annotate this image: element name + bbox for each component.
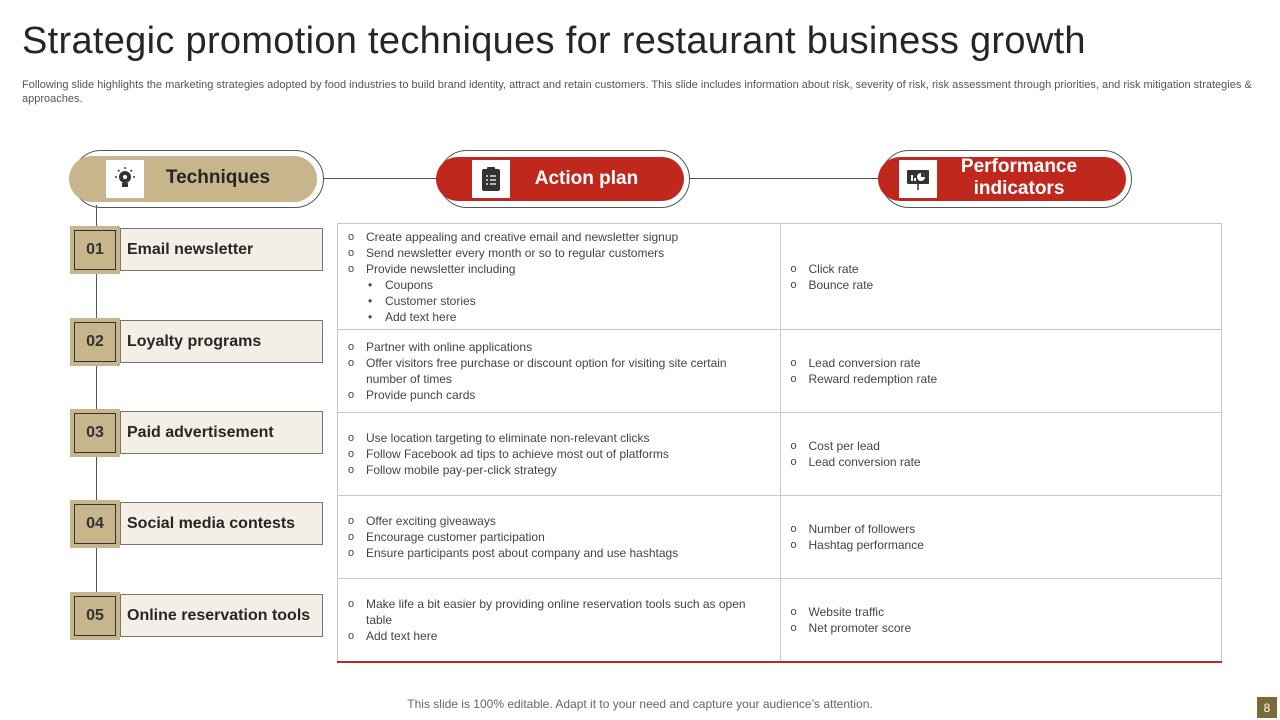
action-item: o Provide punch cards [348, 387, 770, 403]
technique-label: Paid advertisement [120, 411, 323, 454]
action-item: o Encourage customer participation [348, 529, 770, 545]
indicator-item: o Reward redemption rate [791, 371, 1212, 387]
technique-number-box: 03 [70, 409, 120, 457]
slide-footer: This slide is 100% editable. Adapt it to your need and capture your audience’s attention. [407, 697, 873, 711]
sub-action-item: • Coupons [368, 277, 770, 293]
technique-number-box: 01 [70, 226, 120, 274]
action-item: o Ensure participants post about company and use hashtags [348, 545, 770, 561]
table-row [338, 579, 1222, 662]
indicator-cell [780, 330, 1222, 413]
indicator-cell [780, 579, 1222, 662]
action-cell [338, 413, 781, 496]
technique-number-box: 02 [70, 318, 120, 366]
page-number: 8 [1257, 697, 1277, 718]
action-item: o Partner with online applications [348, 339, 770, 355]
action-item: o Make life a bit easier by providing online reservation tools such as open table [348, 596, 770, 628]
slide-title: Strategic promotion techniques for restaurant business growth [22, 20, 1086, 62]
indicator-item: o Lead conversion rate [791, 355, 1212, 371]
header-connector [688, 178, 880, 179]
indicator-item: o Lead conversion rate [791, 454, 1212, 470]
indicator-item: o Net promoter score [791, 620, 1212, 636]
lightbulb-gear-icon [106, 160, 144, 198]
indicator-cell [780, 413, 1222, 496]
action-item: o Follow Facebook ad tips to achieve most out of platforms [348, 446, 770, 462]
technique-number-box: 04 [70, 500, 120, 548]
performance-header-label: Performance indicators [960, 156, 1078, 199]
indicator-item: o Bounce rate [791, 277, 1212, 293]
indicator-item: o Click rate [791, 261, 1212, 277]
table-row [338, 496, 1222, 579]
presentation-chart-icon [899, 160, 937, 198]
action-item: o Send newsletter every month or so to regular customers [348, 245, 770, 261]
action-item: o Use location targeting to eliminate non-relevant clicks [348, 430, 770, 446]
action-plan-header-label: Action plan [534, 168, 639, 189]
action-item: o Create appealing and creative email and newsletter signup [348, 229, 770, 245]
action-item: o Offer exciting giveaways [348, 513, 770, 529]
technique-label: Loyalty programs [120, 320, 323, 363]
sub-action-item: • Add text here [368, 309, 770, 325]
technique-number-box: 05 [70, 592, 120, 640]
indicator-item: o Website traffic [791, 604, 1212, 620]
technique-label: Email newsletter [120, 228, 323, 271]
action-plan-header [438, 150, 690, 208]
technique-label: Social media contests [120, 502, 323, 545]
slide-subtitle: Following slide highlights the marketing strategies adopted by food industries to build brand identity, attract and retain customers. This slide includes information about risk, severity of risk, risk assessment through priorities, and risk mitigation strategies & approaches. [22, 79, 1252, 105]
action-item: o Provide newsletter including • Coupons • Customer stories • Add text here [348, 261, 770, 325]
action-item: o Add text here [348, 628, 770, 644]
indicator-item: o Cost per lead [791, 438, 1212, 454]
indicator-item: o Number of followers [791, 521, 1212, 537]
header-connector [320, 178, 438, 179]
action-cell [338, 579, 781, 662]
table-row [338, 413, 1222, 496]
strategy-table [337, 223, 1222, 663]
action-cell [338, 330, 781, 413]
indicator-item: o Hashtag performance [791, 537, 1212, 553]
table-row [338, 224, 1222, 330]
indicator-cell [780, 496, 1222, 579]
action-item: o Follow mobile pay-per-click strategy [348, 462, 770, 478]
clipboard-checklist-icon [472, 160, 510, 198]
table-row [338, 330, 1222, 413]
indicator-cell [780, 224, 1222, 330]
techniques-header [72, 150, 324, 208]
sub-action-item: • Customer stories [368, 293, 770, 309]
technique-label: Online reservation tools [120, 594, 323, 637]
performance-indicators-header [880, 150, 1132, 208]
action-item: o Offer visitors free purchase or discount option for visiting site certain number of times [348, 355, 770, 387]
action-cell [338, 496, 781, 579]
techniques-header-label: Techniques [165, 167, 271, 188]
action-cell [338, 224, 781, 330]
